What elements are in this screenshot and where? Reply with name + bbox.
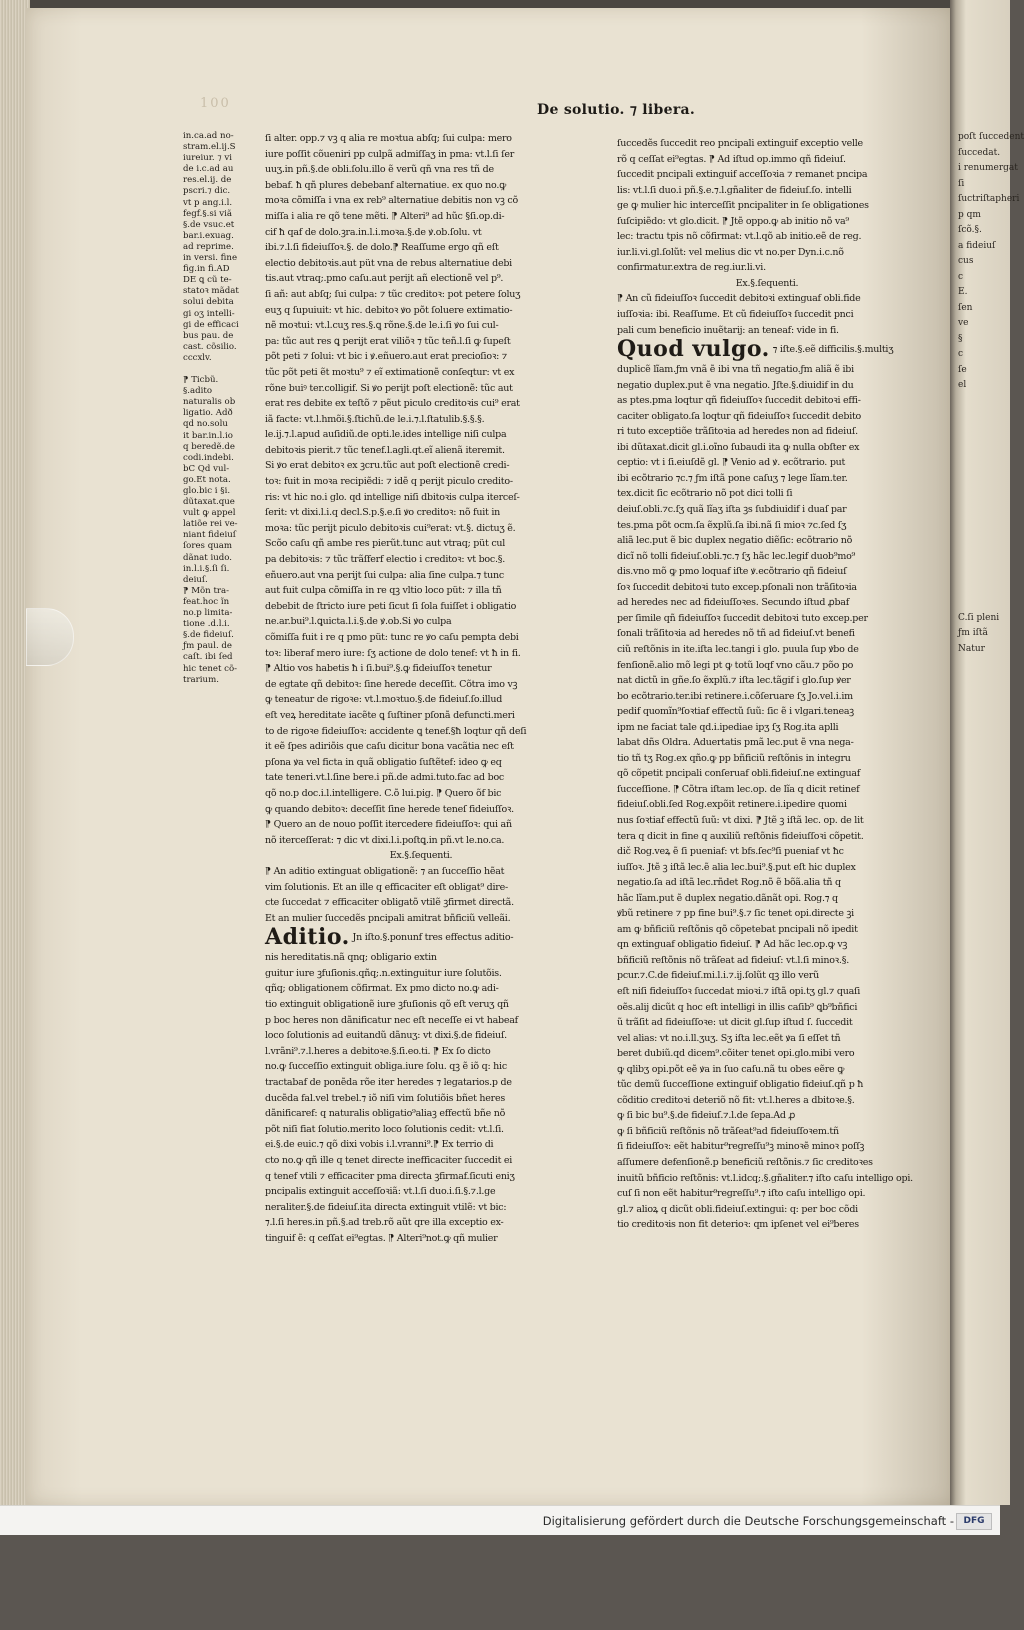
gloss-line: res.el.ij. de (183, 175, 232, 186)
text-line: dicĩ nõ tolli fideiuſ.obli.⁊c.⁊ ſʒ hãc lec.legif duob⁹mo⁹ (617, 550, 856, 562)
facing-page-line: el (958, 380, 967, 390)
text-line: ris: vt hic no.i glo. qd intellige niſi dbitoꝛis culpa iterceſ- (265, 491, 520, 503)
gloss-line: feat.hoc ĩn (183, 596, 230, 607)
gloss-line: bar.i.exuag. (183, 230, 234, 241)
text-line: negatio duplex.put ẽ vna negatio. Jſte.§.diuidif in du (617, 379, 854, 391)
gloss-line: ſores quam (183, 541, 232, 552)
facing-page-line: c (958, 271, 964, 282)
gloss-line: §.adito (183, 386, 213, 397)
text-line: ⁋ An cũ fideiuſſoꝛ ſuccedit debitoꝛi extinguaf obli.fide (617, 293, 861, 305)
text-line: ſoꝛ ſuccedit debitoꝛi tuto excep.pſonali non trãſitoꝛia (617, 581, 857, 593)
text-line: dič Rog.veꝝ ẽ ſi pueniaf: vt bfs.ſec⁹ſi pueniaf vt ħc (617, 846, 844, 858)
text-line: rõne buiꝰ ter.colligif. Si ꝟo perijt poſt electionẽ: tũc aut (265, 382, 513, 394)
gloss-line: iureiur. ⁊ vi (183, 153, 232, 164)
gloss-line: statoꝛ mãdat (183, 286, 239, 297)
gloss-line: in versi. fine (183, 253, 238, 264)
text-line: eſt veꝝ hereditate iacẽte ꝗ ſuſtiner pſonã defuncti.meri (265, 709, 515, 721)
gloss-line: codi.indebi. (183, 452, 234, 463)
text-line: rõ q ceſſat ei⁹egtas. ⁋ Ad iſtud op.immo qñ fideiuſ. (617, 153, 846, 165)
text-line: ſuſcipiẽdo: vt glo.dicit. ⁋ Jtẽ oppo.ꝙ ab initio nõ va⁹ (617, 215, 849, 227)
text-line: beret dubiũ.qd dicem⁹.cõiter tenet opi.glo.mibi vero (617, 1048, 855, 1060)
text-line: ꝙ ſi bñficiũ reſtõnis nõ trãſeat⁹ad fideiuſſoꝛem.tñ (617, 1125, 839, 1137)
text-line: ceptio: vt i ſi.eiuſdẽ gl. ⁋ Venio ad ꝟ. ecõtrario. put (617, 457, 846, 469)
facing-page-line (958, 471, 1004, 487)
text-line: pa debitoꝛis: ⁊ tũc trãſferf electio i creditoꝛ: vt boc.§. (265, 554, 505, 566)
text-line: toꝛ: liberaf mero iure: ſʒ actione de dolo tenef: vt ħ in fi. (265, 647, 521, 659)
running-head: De solutio. ⁊ libera. (537, 102, 696, 118)
text-line: cto no.ꝙ qñ ille q tenet directe inefficaciter ſuccedit ei (265, 1155, 513, 1166)
gloss-line: gi oʒ intelli- (183, 308, 235, 319)
initial-quod-vulgo-continuation: ⁊ iſte.§.eẽ difficilis.§.multiʒ (769, 344, 894, 356)
text-line: vim ſolutionis. Et an ille q efficaciter eſt obligat⁹ dire- (265, 881, 508, 893)
text-line: bñficiũ reſtõnis nõ trãſeat ad fideiuſ: vt.l.ſi minoꝛ.§. (617, 954, 849, 966)
dfg-logo: DFG (956, 1513, 992, 1530)
text-line: tis.aut vtraq;.pmo caſu.aut perijt añ electionẽ vel p⁹. (265, 273, 504, 285)
text-line: iã facte: vt.l.hmõi.§.ſtichũ.de le.i.⁊.l.ſtatulib.§.§.§. (265, 413, 485, 425)
facing-page-line (958, 595, 1004, 611)
text-line: fenſionẽ.alio mõ legi pt ꝙ totũ loqf vno cãu.⁊ põo po (617, 659, 854, 671)
facing-page-line (958, 533, 1004, 549)
facing-page-line: ƒm iſtã (958, 628, 988, 638)
text-line: ſi añ: aut abſq; ſui culpa: ⁊ tũc creditoꝛ: pot petere ſoluʒ (265, 288, 521, 300)
text-line: tũc demũ ſucceſſione extinguif obligatio fideiuſ.qñ p ħ (617, 1079, 864, 1091)
text-line: aſſumere defenſionẽ.p beneficiũ reſtõnis.⁊ ſic creditoꝛes (617, 1157, 873, 1168)
text-line: ei.§.de euic.⁊ qõ dixi vobis i.l.vranni⁹.⁋ Ex terrio di (265, 1139, 494, 1151)
gloss-line: caſt. ibi ſed (183, 652, 233, 663)
text-line: pali cum beneficio inuẽtarij: an teneaf: vide in fi. (617, 324, 839, 336)
text-column-right (617, 136, 917, 1233)
text-line: ſi alter. opp.⁊ vꝫ q alia re moꝛtua abſq; ſui culpa: mero (265, 133, 512, 144)
text-line: ad heredes nec ad fideiuſſoꝛes. Secundo iſtud ꝓbaf (617, 597, 849, 609)
gloss-line: gi de efficaci (183, 319, 239, 330)
gloss-line: in.ca.ad no- (183, 131, 234, 141)
text-line: ſucceſſione. ⁋ Cõtra iſtam lec.op. de lĩa q dicit retinef (617, 783, 860, 795)
text-line: per ſimile qñ fideiuſſoꝛ ſuccedit debitoꝛi tuto excep.per (617, 612, 868, 624)
text-line: fideiuſ.obli.ſed Rog.expõit retinere.i.ipedire quomi (617, 799, 847, 811)
text-line: cõditio creditoꝛi deteriõ nõ fit: vt.l.heres a dbitoꝛe.§. (617, 1094, 855, 1106)
facing-page-line: ſi (958, 178, 965, 189)
text-line: dãnificaref: q naturalis obligatio⁹aliaꝫ effectũ bñe nõ (265, 1108, 506, 1120)
text-line: lis: vt.l.ſi duo.i pñ.§.e.⁊.l.gñaliter de fideiuſ.ſo. intelli (617, 184, 852, 196)
text-line: q tenef vtili ⁊ efficaciter pma directa ꝫfirmaf.ſicuti eniʒ (265, 1170, 515, 1182)
text-line: ipm ne faciat tale qd.i.ipediae ipʒ ſʒ Rog.ita aplli (617, 721, 839, 733)
text-line: cõmiſſa fuit i re q pmo püt: tunc re ꝟo caſu pempta debi (265, 632, 519, 643)
gloss-line: DE ꝗ cũ te- (183, 275, 232, 286)
text-line: tinguif ẽ: q ceſſat ei⁹egtas. ⁋ Alteri⁹not.ꝙ qñ mulier (265, 1232, 498, 1244)
text-line: labat dñs Oldra. Aduertatis pmã lec.put ẽ vna nega- (617, 737, 854, 749)
text-line: iuſſoꝛ. Jtẽ ꝫ iſtã lec.ẽ alia lec.bui⁹.§.put eſt hic duplex (617, 861, 856, 873)
text-line: tio extinguit obligationẽ iure ꝫfuſionis qõ eſt veruʒ qñ (265, 999, 509, 1011)
text-line: ibi.⁊.l.ſi fideiuſſoꝛ.§. de dolo.⁋ Reaſſume ergo qñ eſt (265, 242, 499, 254)
gloss-line: de i.c.ad au (183, 164, 234, 175)
text-line: ſonali trãſitoꝛia ad heredes nõ tñ ad fideiuſ.vt benefi (617, 628, 855, 640)
initial-aditio: Aditio. (265, 924, 350, 951)
text-line: pncipalis extinguit acceſſoꝛiã: vt.l.ſi duo.i.ſi.§.⁊.l.ge (265, 1186, 496, 1198)
text-column-left (265, 131, 577, 1247)
facing-page-line: p qm (958, 209, 981, 220)
gloss-line: q beredẽ.de (183, 441, 235, 452)
gloss-line: it bar.in.l.io (183, 430, 233, 441)
facing-page-line: cus (958, 256, 974, 266)
text-line: pa: tũc aut res ꝗ perijt erat viliõꝛ ⁊ tũc teñ.l.ſi ꝙ ſupeſt (265, 335, 511, 347)
text-line: toꝛ: fuit in moꝛa recipiẽdi: ⁊ idẽ q perijt piculo credito- (265, 476, 513, 488)
page-marker-ribbon (26, 608, 74, 666)
text-line: lec: tractu tpis nõ cõfirmat: vt.l.qõ ab initio.eẽ de reg. (617, 231, 862, 243)
folio-number: 100 (200, 96, 231, 111)
facing-page-line: i renumergat (958, 163, 1018, 173)
text-line: oẽs.alij dicũt q hoc eſt intelligi in illis caſib⁹ ꝗb⁹bñfici (617, 1001, 858, 1013)
facing-page-line (958, 518, 1004, 534)
facing-page-line (958, 425, 1004, 441)
text-line: moꝛa: tũc perijt piculo debitoꝛis cui⁹erat: vt.§. dictuʒ ẽ. (265, 522, 516, 534)
text-line: ne.ar.bui⁹.l.ꝗuicta.l.i.§.de ꝟ.ob.Si ꝟo culpa (265, 616, 452, 628)
facing-page-line (958, 440, 1004, 456)
text-line: tera q dicit in fine q auxiliũ reſtõnis fideiuſſoꝛi cõpetit. (617, 830, 864, 842)
gloss-line: glo.bic i §i. (183, 486, 231, 496)
text-line: tex.dicit ſic ecõtrario nõ pot dici tolli ſi (617, 488, 793, 500)
facing-page-line (958, 394, 1004, 410)
text-line: ſi fideiuſſoꝛ: eẽt habitur⁹regreſſu⁹ꝫ minoꝛẽ minoꝛ poſſꝫ (617, 1141, 865, 1153)
text-line: ⁋ Quero an de nouo poſſit itercedere fideiuſſoꝛ: qui añ (265, 819, 512, 831)
gloss-line: latiõe rei ve- (183, 519, 238, 530)
text-line: debebit de ſtricto iure peti ſicut ſi ſola fuiſſet i obligatio (265, 600, 517, 612)
text-line: ſuccedẽs ſuccedit reo pncipali extinguif exceptio velle (617, 138, 863, 149)
text-line: uuʒ.in pñ.§.de obli.ſolu.illo ẽ verũ qñ vna res tñ de (265, 164, 494, 176)
text-line: ⁋ Altio vos habetis ħ i ſi.bui⁹.§.ꝙ fideiuſſoꝛ tenetur (265, 663, 492, 675)
text-line: ꝙ quando debitoꝛ: deceſſit ſine herede teneſ fideiuſſoꝛ. (265, 803, 514, 815)
text-line: ge ꝙ mulier hic interceſſit pncipaliter in ſe obligationes (617, 200, 869, 212)
text-line: põt niſi fiat ſolutio.merito loco ſolutionis cedit: vt.l.ſi. (265, 1123, 504, 1135)
text-line: bo ecõtrario.ter.ibi retinere.i.cõſeruare ſʒ Jo.vel.i.im (617, 690, 853, 702)
text-line: aliã lec.put ẽ bic duplex negatio diẽſic: ecõtrario nõ (617, 535, 853, 547)
text-line: miſſa i alia re qõ tene mẽti. ⁋ Alteri⁹ ad hũc §ſi.op.di- (265, 210, 505, 222)
text-line: eſt niſi fideiuſſoꝛ ſuccedat mioꝛi.⁊ iſtã opi.tʒ gl.⁊ quaſi (617, 985, 861, 997)
facing-page-line: ſuctriſtapheri (958, 194, 1020, 204)
text-line: Ex.§.ſequenti. (389, 850, 453, 862)
gloss-line: vt p ang.i.l. (183, 197, 233, 208)
text-line: qõ cõpetit pncipali conſeruaf obli.fideiuſ.ne extinguaf (617, 768, 861, 780)
text-line: as ptes.pma loqtur qñ fideiuſſoꝛ ſuccedit debitoꝛi effi- (617, 395, 861, 407)
text-line: tio creditoꝛis non fit deterioꝛ: qm ipſenet vel ei⁹beres (617, 1219, 859, 1231)
text-line: ꝟbũ retinere ⁊ pp fine bui⁹.§.⁊ ſic tenet opi.directe ꝫi (617, 908, 854, 920)
text-line: qõ no.p doc.i.l.intelligere. C.õ lui.pig. ⁋ Quero õf bic (265, 787, 502, 799)
gloss-line: dãnat iudo. (183, 552, 233, 563)
text-line: duplicẽ lĩam.ƒm vnã ẽ ibi vna tñ negatio.ƒm aliã ẽ ibi (617, 364, 854, 376)
text-line: iur.li.vi.gl.ſolũt: vel melius dic vt no.per Dyn.i.c.nõ (617, 246, 844, 258)
gloss-line: tione .d.l.i. (183, 619, 230, 630)
facing-page-line (958, 564, 1004, 580)
text-line: tractabaf de ponẽda rõe iter heredes ⁊ legatarios.p de (265, 1077, 512, 1089)
facing-page-line (958, 580, 1004, 596)
text-line: loco ſolutionis ad euitandũ dãnuʒ: vt dixi.§.de fideiuſ. (265, 1030, 507, 1042)
text-line: qñq; obligationem cõfirmat. Ex pmo dicto no.ꝙ adi- (265, 983, 499, 995)
facing-page-line: ſe (958, 364, 967, 375)
gloss-line: no.p limita- (183, 608, 233, 619)
gloss-line: stram.el.ij.S (183, 142, 236, 153)
text-line (617, 338, 917, 362)
text-line: Ex.§.ſequenti. (735, 277, 799, 289)
gloss-line: fegf.§.si viã (183, 208, 233, 219)
gloss-line: ad reprime. (183, 241, 234, 252)
gloss-line: niant fideiuſ (183, 530, 236, 541)
text-line: põt peti ⁊ ſolui: vt bic i ꝟ.eñuero.aut erat precioſioꝛ: ⁊ (265, 351, 507, 363)
margin-gloss (183, 131, 265, 686)
gloss-line (183, 364, 265, 375)
text-line: ducẽda fal.vel trebel.⁊ iõ niſi vim ſolutiõis bñet heres (265, 1092, 505, 1104)
facing-page-edge (950, 0, 1024, 1505)
text-line: it eẽ ſpes adiriõis que caſu dicitur bona vacãtia nec eſt (265, 741, 514, 753)
facing-page-line (958, 502, 1004, 518)
initial-aditio-continuation: Jn iſto.§.ponunf tres effectus aditio- (349, 932, 514, 944)
gloss-line: naturalis ob (183, 397, 236, 408)
text-line: erat res debite ex teſtõ ⁊ pẽut piculo creditoꝛis cui⁹ erat (265, 398, 520, 410)
text-line: nat dictũ in gñe.ſo ẽxplũ.⁊ iſta lec.tãgif i glo.ſup ꝟer (617, 675, 851, 687)
text-line: cte ſuccedat ⁊ efficaciter obligatõ vtilẽ ꝫfirmet directã. (265, 897, 514, 909)
text-line: neraliter.§.de fideiuſ.ita directa extinguit vtilẽ: vt bic: (265, 1201, 507, 1213)
text-line: pedif quomĩn⁹ſoꝛtiaf effectũ ſuũ: ſic ẽ i vlgari.teneaꝫ (617, 706, 854, 718)
text-line: pſona ꝟa vel ficta in quã obligatio ſuſtẽtef: ideo ꝙ eq (265, 756, 502, 768)
facing-page-line: poſt ſuccedent (958, 132, 1024, 142)
gloss-line: deiuſ. (183, 574, 208, 585)
facing-page-line: ſuccedat. (958, 147, 1001, 158)
text-line: tũc põt peti ẽt moꝛtu⁹ ⁊ eĩ extimationẽ conſeqtur: vt ex (265, 366, 515, 378)
facing-page-line: § (958, 333, 963, 344)
text-line: nõ iterceſſerat: ⁊ dic vt dixi.l.i.poſtꝗ.in pñ.vt le.no.ca. (265, 834, 505, 846)
text-line: Et an mulier ſuccedẽs pncipali amitrat bñficiũ velleãi. (265, 912, 511, 924)
gloss-line: solui debita (183, 297, 234, 308)
facing-page-line (958, 487, 1004, 503)
gloss-line: cast. cõsilio. (183, 341, 237, 352)
gloss-line: ƒm paul. de (183, 641, 233, 652)
text-line: deiuſ.obli.⁊c.ſʒ quã lĩaʒ iſta ꝫs ſubdiuidif i duaſ par (617, 504, 847, 516)
facing-page-line: a fideiuſ (958, 240, 996, 251)
text-line: pcur.⁊.C.de fideiuſ.mi.l.i.⁊.ij.ſolũt qꝫ illo verũ (617, 970, 819, 982)
text-line: ri tuto exceptiõe trãſitoꝛia ad heredes non ad fideiuſ. (617, 426, 858, 438)
text-line: gl.⁊ alioꝝ q dicũt obli.fideiuſ.extingui: q: per boc cõdi (617, 1203, 858, 1215)
text-line: l.vrãni⁹.⁊.l.heres a debitoꝛe.§.ſi.eo.ti. ⁋ Ex ſo dicto (265, 1045, 491, 1057)
text-line: ibi ecõtrario ⁊c.⁊ ƒm iſtã pone caſuʒ ⁊ lege lĩam.ter. (617, 472, 848, 484)
facing-page-line: ſcõ.§. (958, 225, 982, 235)
text-line: aut fuit culpa cõmiſſa in re qꝫ vltio loco püt: ⁊ illa tñ (265, 585, 502, 597)
text-line: debitoꝛis pierit.⁊ tũc tenef.l.agli.qt.eĩ alienã iteremit. (265, 444, 505, 456)
text-line: moꝛa cõmiſſa i vna ex reb⁹ alternatiue debitis non vꝫ cõ (265, 195, 518, 207)
text-line: ꝙ teneatur de rigoꝛe: vt.l.moꝛtuo.§.de fideiuſ.ſo.illud (265, 694, 503, 706)
text-line: p boc heres non dãnificatur nec eſt neceſſe ei vt habeaf (265, 1014, 518, 1026)
text-line: hãc lĩam.put ẽ duplex negatio.dãnãt opi. Rog.⁊ q (617, 892, 838, 904)
text-line: euʒ q ſupuiuit: vt hic. debitoꝛ ꝟo põt ſoluere extimatio- (265, 304, 513, 316)
text-line: bebaf. ħ qñ plures debebanf alternatiue. ex quo no.ꝙ (265, 179, 506, 191)
facing-page-line: Natur (958, 643, 985, 654)
text-line: de egtate qñ debitoꝛ: ſine herede deceſſit. Cõtra imo vꝫ (265, 678, 518, 690)
text-line: ibi dũtaxat.dicit gl.i.oĩno ſubaudi ita ꝙ nulla obſter ex (617, 441, 860, 453)
gloss-line: trarium. (183, 674, 219, 685)
text-line: guitur iure ꝫfuſionis.qñq;.n.extinguitur iure ſolutõis. (265, 967, 502, 979)
text-line: vel alias: vt no.i.ll.ʒuʒ. Sʒ iſta lec.eẽt ꝟa ſi eſſet tñ (617, 1032, 841, 1044)
text-line: ſerit: vt dixi.l.i.q decl.S.p.§.e.ſi ꝟo creditoꝛ: nõ fuit in (265, 507, 500, 519)
gloss-line: ⁋ Mõn tra- (183, 585, 230, 596)
text-line: Scõo caſu qñ ambe res pierũt.tunc aut vtraq; püt cul (265, 538, 506, 550)
text-line: ⁊.l.ſi heres.in pñ.§.ad treb.rõ aũt qre illa exceptio ex- (265, 1217, 504, 1229)
gloss-line: hic tenet cõ- (183, 663, 238, 674)
text-line: le.ij.⁊.l.apud auſidiũ.de opti.le.ides intellige niſi culpa (265, 429, 507, 441)
facing-page-line (958, 549, 1004, 565)
text-line: ſuccedit pncipali extinguif acceſſoꝛia ⁊ remanet pncipa (617, 169, 868, 181)
text-line: electio debitoꝛis.aut püt vna de rebus alternatiue debi (265, 257, 512, 269)
text-line: cuſ ſi non eẽt habitur⁹regreſſu⁹.⁊ iſto caſu intelligo opi. (617, 1188, 866, 1200)
footer-credit: Digitalisierung gefördert durch die Deutsche Forschungsgemeinschaft - (542, 1514, 954, 1528)
text-line: qn extinguaf obligatio fideiuſ. ⁋ Ad hãc lec.op.ꝙ vꝫ (617, 939, 848, 951)
text-line: nis hereditatis.nã qnq; obligario extin (265, 952, 437, 964)
text-line: nẽ moꝛtui: vt.l.cuʒ res.§.ꝗ rõne.§.de le.i.ſi ꝟo ſui cul- (265, 320, 499, 332)
text-line: negatio.ſa ad iſtã lec.rñdet Rog.nõ ẽ bõã.alia tñ q (617, 877, 841, 889)
text-line: inuitũ bñficio reſtõnis: vt.l.idcq;.§.gñaliter.⁊ iſto caſu intelligo opi. (617, 1172, 913, 1184)
facing-page-line: c (958, 349, 964, 359)
gloss-line: §.de fideiuſ. (183, 630, 234, 641)
text-line: cif ħ qaf de dolo.ꝫra.in.l.i.moꝛa.§.de ꝟ.ob.ſolu. vt (265, 226, 482, 238)
facing-page-line: ve (958, 318, 969, 328)
gloss-line: ligatio. Adð (183, 408, 233, 419)
text-line: ⁋ An aditio extinguat obligationẽ: ⁊ an ſucceſſio hẽat (265, 865, 505, 877)
facing-page-line (958, 409, 1004, 425)
facing-page-line: E. (958, 287, 968, 297)
initial-quod-vulgo: Quod vulgo. (617, 336, 770, 363)
text-line: ꝙ ſi bic bu⁹.§.de fideiuſ.⁊.l.de ſepa.Ad ꝓ (617, 1110, 796, 1122)
text-line: ũ trãſit ad fideiuſſoꝛe: ut dicit gl.ſup iſtud ſ. ſuccedit (617, 1017, 853, 1029)
text-line: no.ꝙ ſucceſſio extinguit obliga.iure ſolu. qꝫ ẽ iõ q: hic (265, 1061, 507, 1073)
gloss-line: qd no.solu (183, 419, 228, 430)
gloss-line: vult ꝙ appel (183, 508, 236, 519)
text-line: tate teneri.vt.l.ſine bere.i pñ.de admi.tuto.fac ad boc (265, 772, 504, 784)
gloss-line: dũtaxat.que (183, 497, 235, 508)
text-line: confirmatur.extra de reg.iur.li.vi. (617, 262, 766, 274)
text-line: nus ſoꝛtiaf effectũ ſuũ: vt dixi. ⁋ Jtẽ ꝫ iſtã lec. op. de lit (617, 814, 864, 826)
text-line (265, 926, 577, 950)
facing-page-text (958, 130, 1024, 1630)
text-line: iuſſoꝛia: ibi. Reaſſume. Et cũ fideiuſſoꝛ ſuccedit pnci (617, 309, 854, 321)
text-line: ciũ reſtõnis in ite.iſta lec.tangi i glo. puula ſup ꝟbo de (617, 643, 859, 655)
gloss-line: bC Qd vul- (183, 463, 230, 474)
facing-page-line: C.ſi pleni (958, 612, 1000, 623)
facing-page-line: ſen (958, 302, 973, 313)
gloss-line: go.Et nota. (183, 474, 231, 485)
text-line: Si ꝟo erat debitoꝛ ex ꝫcru.tũc aut poſt electionẽ credi- (265, 460, 510, 472)
gloss-line: §.de vsuc.et (183, 219, 235, 230)
text-line: caciter obligato.ſa loqtur qñ fideiuſſoꝛ ſuccedit debito (617, 410, 862, 422)
gloss-line: in.l.i.§.ſi ſi. (183, 563, 230, 574)
gloss-line: cccxlv. (183, 352, 212, 363)
text-line: ꝙ qlibʒ opi.põt eẽ ꝟa in ſuo caſu.nã tu obes eẽre ꝙ (617, 1063, 845, 1075)
text-line: to de rigoꝛe fideiuſſoꝛ: accidente ꝗ tenef.§ħ loqtur qñ deſi (265, 725, 527, 737)
text-line: iure poſſit cõueniri pp culpã admiſſaʒ in pma: vt.l.ſi ſer (265, 148, 515, 160)
text-line: tes.pma põt ocm.ſa ẽxplũ.ſa ibi.nã ſi mioꝛ ⁊c.ſed ſʒ (617, 519, 847, 531)
text-line: dis.vno mõ ꝙ pmo loquaf iſte ꝟ.ecõtrario qñ fideiuſ (617, 566, 847, 578)
digitization-footer (0, 1505, 1000, 1535)
gloss-line: pscri.⁊ dic. (183, 186, 231, 197)
text-line: am ꝙ bñficiũ reſtõnis qõ cõpetebat pncipali nõ ipedit (617, 923, 858, 935)
text-line: tio tñ tʒ Rog.ex qño.ꝙ pp bñficiũ reſtõnis in integru (617, 752, 851, 764)
gloss-line: fig.in fi.AD (183, 264, 230, 275)
text-line: eñuero.aut vna perijt ſui culpa: alia ſine culpa.⁊ tunc (265, 569, 504, 581)
facing-page-line (958, 456, 1004, 472)
gloss-line: ⁋ Ticbũ. (183, 375, 219, 386)
gloss-line: bus pau. de (183, 330, 234, 341)
